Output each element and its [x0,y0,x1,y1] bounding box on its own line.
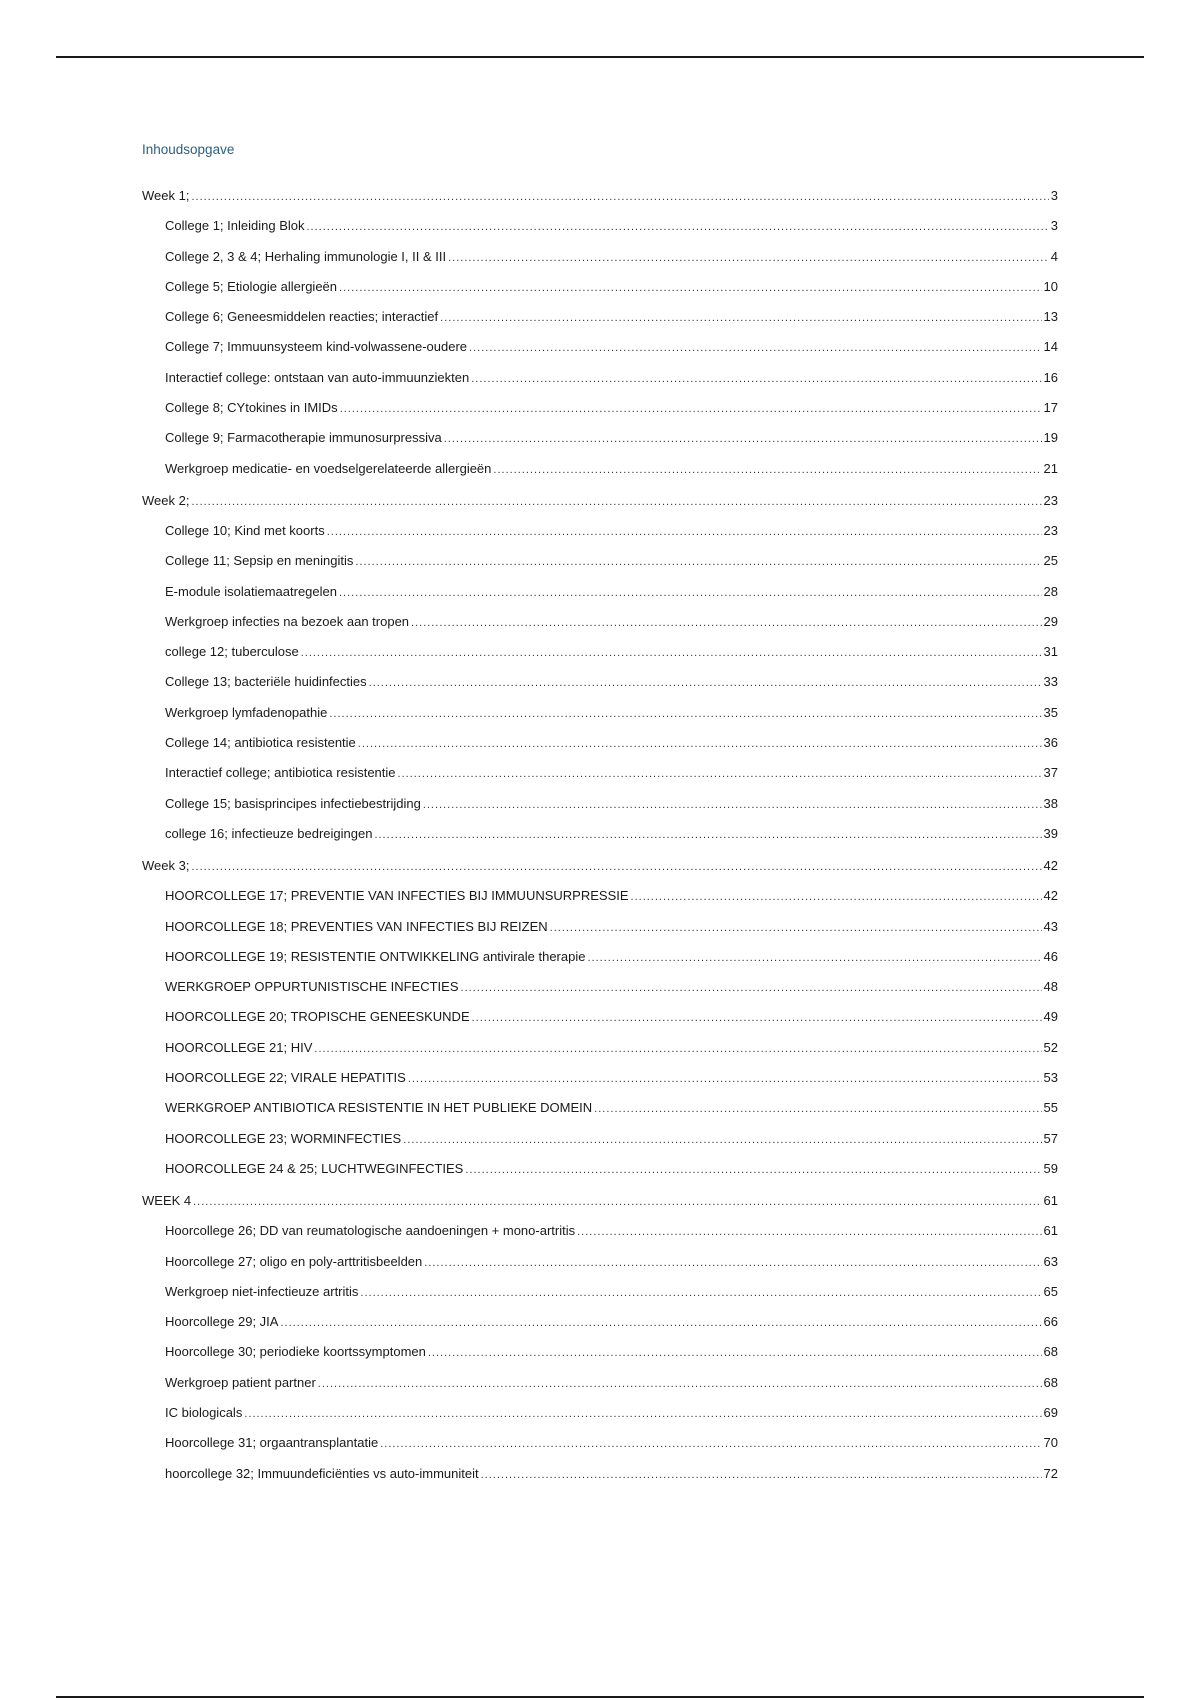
toc-entry[interactable] [142,1007,1058,1027]
toc-page-number[interactable]: 35 [1043,704,1058,720]
toc-entry[interactable] [142,1068,1058,1088]
toc-entry[interactable] [142,1038,1058,1058]
toc-entry[interactable] [142,337,1058,357]
toc-page-number[interactable]: 66 [1043,1314,1058,1330]
toc-entry[interactable] [142,824,1058,844]
toc-entry-title[interactable]: Week 2; [142,492,190,508]
toc-dot-leader [631,887,1042,907]
toc-entry-title[interactable]: HOORCOLLEGE 18; PREVENTIES VAN INFECTIES BIJ REIZEN [165,918,548,934]
toc-entry[interactable] [142,368,1058,388]
toc-page-number[interactable]: 17 [1043,400,1058,416]
toc-entry-title[interactable]: college 12; tuberculose [165,644,299,660]
toc-entry-title[interactable]: HOORCOLLEGE 22; VIRALE HEPATITIS [165,1070,406,1086]
toc-dot-leader [408,1069,1042,1089]
toc-page-number[interactable]: 16 [1043,369,1058,385]
toc-page-number[interactable]: 39 [1043,825,1058,841]
toc-page-number[interactable]: 46 [1043,948,1058,964]
toc-page-number[interactable]: 69 [1043,1404,1058,1420]
toc-entry-title[interactable]: WERKGROEP OPPURTUNISTISCHE INFECTIES [165,979,459,995]
toc-page-number[interactable]: 49 [1043,1009,1058,1025]
toc-page-number[interactable]: 33 [1043,674,1058,690]
toc-entry[interactable] [142,247,1058,267]
toc-entry-title[interactable]: College 14; antibiotica resistentie [165,735,356,751]
toc-page-number[interactable]: 61 [1043,1192,1058,1208]
toc-dot-leader [355,552,1041,572]
toc-entry[interactable] [142,459,1058,479]
toc-dot-leader [340,399,1042,419]
toc-dot-leader [403,1130,1041,1150]
toc-entry-title[interactable]: HOORCOLLEGE 21; HIV [165,1039,313,1055]
toc-dot-leader [471,369,1041,389]
toc-entry-title[interactable]: College 1; Inleiding Blok [165,218,305,234]
toc-entry[interactable] [142,1373,1058,1393]
toc-entry-title[interactable]: HOORCOLLEGE 20; TROPISCHE GENEESKUNDE [165,1009,470,1025]
toc-entry[interactable] [142,1403,1058,1423]
toc-entry-title[interactable]: College 6; Geneesmiddelen reacties; interactief [165,309,439,325]
toc-entry[interactable] [142,277,1058,297]
toc-dot-leader [369,673,1042,693]
toc-dot-leader [318,1374,1042,1394]
header-rule [56,56,1144,58]
toc-dot-leader [280,1313,1041,1333]
toc-dot-leader [327,522,1042,542]
toc-entry-title[interactable]: College 8; CYtokines in IMIDs [165,400,338,416]
toc-entry-title[interactable]: College 5; Etiologie allergieën [165,278,338,294]
toc-entry-title[interactable]: Hoorcollege 26; DD van reumatologische aandoeningen + mono-artritis [165,1223,576,1239]
toc-page-number[interactable]: 31 [1043,644,1058,660]
toc-entry[interactable] [142,551,1058,571]
toc-page-number[interactable]: 55 [1043,1100,1058,1116]
toc-entry[interactable] [142,1159,1058,1179]
toc-entry-title[interactable]: hoorcollege 32; Immuundeficiënties vs auto-immuniteit [165,1465,479,1481]
toc-dot-leader [314,1039,1041,1059]
toc-page-number[interactable]: 19 [1043,430,1058,446]
toc-week-entry[interactable] [142,856,1058,876]
toc-page-number[interactable]: 61 [1043,1223,1058,1239]
toc-entry[interactable] [142,794,1058,814]
toc-dot-leader [424,1253,1041,1273]
toc-dot-leader [550,918,1042,938]
toc-dot-leader [191,492,1041,512]
toc-page-number[interactable]: 29 [1043,613,1058,629]
toc-page-number[interactable]: 72 [1043,1465,1058,1481]
toc-dot-leader [301,643,1042,663]
toc-dot-leader [306,217,1048,237]
toc-week-entry[interactable] [142,186,1058,206]
toc-dot-leader [465,1160,1041,1180]
toc-dot-leader [329,704,1041,724]
toc-entry[interactable] [142,1342,1058,1362]
toc-page-number[interactable]: 42 [1043,857,1058,873]
toc-dot-leader [191,857,1041,877]
toc-dot-leader [411,613,1042,633]
toc-title: Inhoudsopgave [142,142,235,157]
toc-entry[interactable] [142,1464,1058,1484]
toc-page-number[interactable]: 65 [1043,1283,1058,1299]
toc-entry-title[interactable]: Week 3; [142,857,190,873]
toc-entry[interactable] [142,917,1058,937]
toc-dot-leader [587,948,1041,968]
toc-dot-leader [472,1008,1042,1028]
toc-dot-leader [339,583,1042,603]
toc-dot-leader [423,795,1042,815]
toc-entry[interactable] [142,672,1058,692]
toc-dot-leader [440,308,1041,328]
toc-dot-leader [448,248,1049,268]
toc-dot-leader [380,1434,1041,1454]
toc-entry[interactable] [142,1312,1058,1332]
toc-entry-title[interactable]: HOORCOLLEGE 17; PREVENTIE VAN INFECTIES BIJ IMMUUNSURPRESSIE [165,888,629,904]
toc-page-number[interactable]: 38 [1043,795,1058,811]
toc-entry-title[interactable]: Interactief college: ontstaan van auto-immuunziekten [165,369,470,385]
toc-entry[interactable] [142,886,1058,906]
toc-page-number[interactable]: 3 [1050,188,1058,203]
toc-entry-title[interactable]: Werkgroep medicatie- en voedselgerelateerde allergieën [165,460,492,476]
toc-page-number[interactable]: 43 [1043,918,1058,934]
toc-page-number[interactable]: 53 [1043,1070,1058,1086]
toc-week-entry[interactable] [142,1191,1058,1211]
toc-page-number[interactable]: 14 [1043,339,1058,355]
toc-page-number[interactable]: 13 [1043,309,1058,325]
toc-entry-title[interactable]: Hoorcollege 31; orgaantransplantatie [165,1435,379,1451]
toc-entry-title[interactable]: Werkgroep infecties na bezoek aan tropen [165,613,410,629]
toc-entry-title[interactable]: College 7; Immuunsysteem kind-volwassene-oudere [165,339,468,355]
toc-dot-leader [493,460,1041,480]
toc-entry[interactable] [142,733,1058,753]
toc-page-number[interactable]: 3 [1050,218,1058,234]
toc-entry-title[interactable]: College 11; Sepsip en meningitis [165,553,354,569]
toc-page-number[interactable]: 37 [1043,765,1058,781]
toc-dot-leader [469,338,1041,358]
toc-page-number[interactable]: 21 [1043,460,1058,476]
toc-list [142,186,1058,1484]
toc-entry[interactable] [142,977,1058,997]
toc-entry-title[interactable]: College 15; basisprincipes infectiebestrijding [165,795,421,811]
toc-page-number[interactable]: 4 [1050,248,1058,264]
toc-entry-title[interactable]: Hoorcollege 29; JIA [165,1314,279,1330]
toc-entry-title[interactable]: College 13; bacteriële huidinfecties [165,674,367,690]
toc-entry-title[interactable]: Week 1; [142,188,190,203]
toc-entry-title[interactable]: Interactief college; antibiotica resistentie [165,765,396,781]
toc-week-entry[interactable] [142,491,1058,511]
toc-page-number[interactable]: 10 [1043,278,1058,294]
toc-dot-leader [374,825,1041,845]
toc-dot-leader [358,734,1042,754]
toc-page-number[interactable]: 48 [1043,979,1058,995]
toc-page-number[interactable]: 57 [1043,1130,1058,1146]
toc-entry-title[interactable]: WEEK 4 [142,1192,192,1208]
toc-entry[interactable] [142,1221,1058,1241]
toc-dot-leader [428,1343,1042,1363]
toc-page-number[interactable]: 28 [1043,583,1058,599]
toc-page-number[interactable]: 52 [1043,1039,1058,1055]
toc-page-number[interactable]: 42 [1043,888,1058,904]
toc-dot-leader [193,1192,1041,1212]
toc-entry-title[interactable]: E-module isolatiemaatregelen [165,583,337,599]
toc-entry[interactable] [142,582,1058,602]
toc-entry-title[interactable]: College 9; Farmacotherapie immunosurpressiva [165,430,442,446]
toc-page-number[interactable]: 36 [1043,735,1058,751]
toc-entry-title[interactable]: Werkgroep lymfadenopathie [165,704,328,720]
toc-page-number[interactable]: 23 [1043,522,1058,538]
toc-page-number[interactable]: 25 [1043,553,1058,569]
toc-entry[interactable] [142,1433,1058,1453]
toc-entry[interactable] [142,763,1058,783]
toc-dot-leader [594,1099,1041,1119]
toc-dot-leader [339,278,1042,298]
toc-entry-title[interactable]: WERKGROEP ANTIBIOTICA RESISTENTIE IN HET PUBLIEKE DOMEIN [165,1100,593,1116]
toc-entry-title[interactable]: Hoorcollege 27; oligo en poly-arttritisbeelden [165,1253,423,1269]
table-of-contents [142,140,1058,1494]
toc-entry-title[interactable]: college 16; infectieuze bedreigingen [165,825,373,841]
toc-entry[interactable] [142,1129,1058,1149]
toc-dot-leader [191,187,1048,207]
toc-entry[interactable] [142,703,1058,723]
toc-dot-leader [481,1465,1042,1485]
toc-entry-title[interactable]: Werkgroep niet-infectieuze artritis [165,1283,359,1299]
toc-page-number[interactable]: 59 [1043,1160,1058,1176]
toc-entry[interactable] [142,642,1058,662]
toc-entry[interactable] [142,1098,1058,1118]
toc-entry-title[interactable]: HOORCOLLEGE 24 & 25; LUCHTWEGINFECTIES [165,1160,464,1176]
toc-entry[interactable] [142,521,1058,541]
toc-entry[interactable] [142,1282,1058,1302]
toc-dot-leader [398,764,1042,784]
toc-dot-leader [360,1283,1041,1303]
toc-page-number[interactable]: 68 [1043,1374,1058,1390]
toc-dot-leader [461,978,1042,998]
toc-page-number[interactable]: 63 [1043,1253,1058,1269]
toc-dot-leader [577,1222,1041,1242]
toc-entry[interactable] [142,947,1058,967]
toc-entry-title[interactable]: IC biologicals [165,1404,243,1420]
toc-entry[interactable] [142,428,1058,448]
toc-entry-title[interactable]: College 2, 3 & 4; Herhaling immunologie I, II & III [165,248,447,264]
toc-entry-title[interactable]: Werkgroep patient partner [165,1374,316,1390]
toc-entry[interactable] [142,307,1058,327]
toc-entry[interactable] [142,612,1058,632]
toc-dot-leader [444,429,1042,449]
toc-page-number[interactable]: 70 [1043,1435,1058,1451]
toc-entry-title[interactable]: Hoorcollege 30; periodieke koortssymptomen [165,1344,426,1360]
toc-entry-title[interactable]: HOORCOLLEGE 23; WORMINFECTIES [165,1130,402,1146]
toc-entry-title[interactable]: HOORCOLLEGE 19; RESISTENTIE ONTWIKKELING antivirale therapie [165,948,586,964]
toc-page-number[interactable]: 23 [1043,492,1058,508]
toc-entry[interactable] [142,216,1058,236]
toc-entry[interactable] [142,398,1058,418]
toc-page-number[interactable]: 68 [1043,1344,1058,1360]
toc-entry-title[interactable]: College 10; Kind met koorts [165,522,325,538]
toc-entry[interactable] [142,1252,1058,1272]
footer-rule [56,1696,1144,1698]
toc-dot-leader [244,1404,1041,1424]
